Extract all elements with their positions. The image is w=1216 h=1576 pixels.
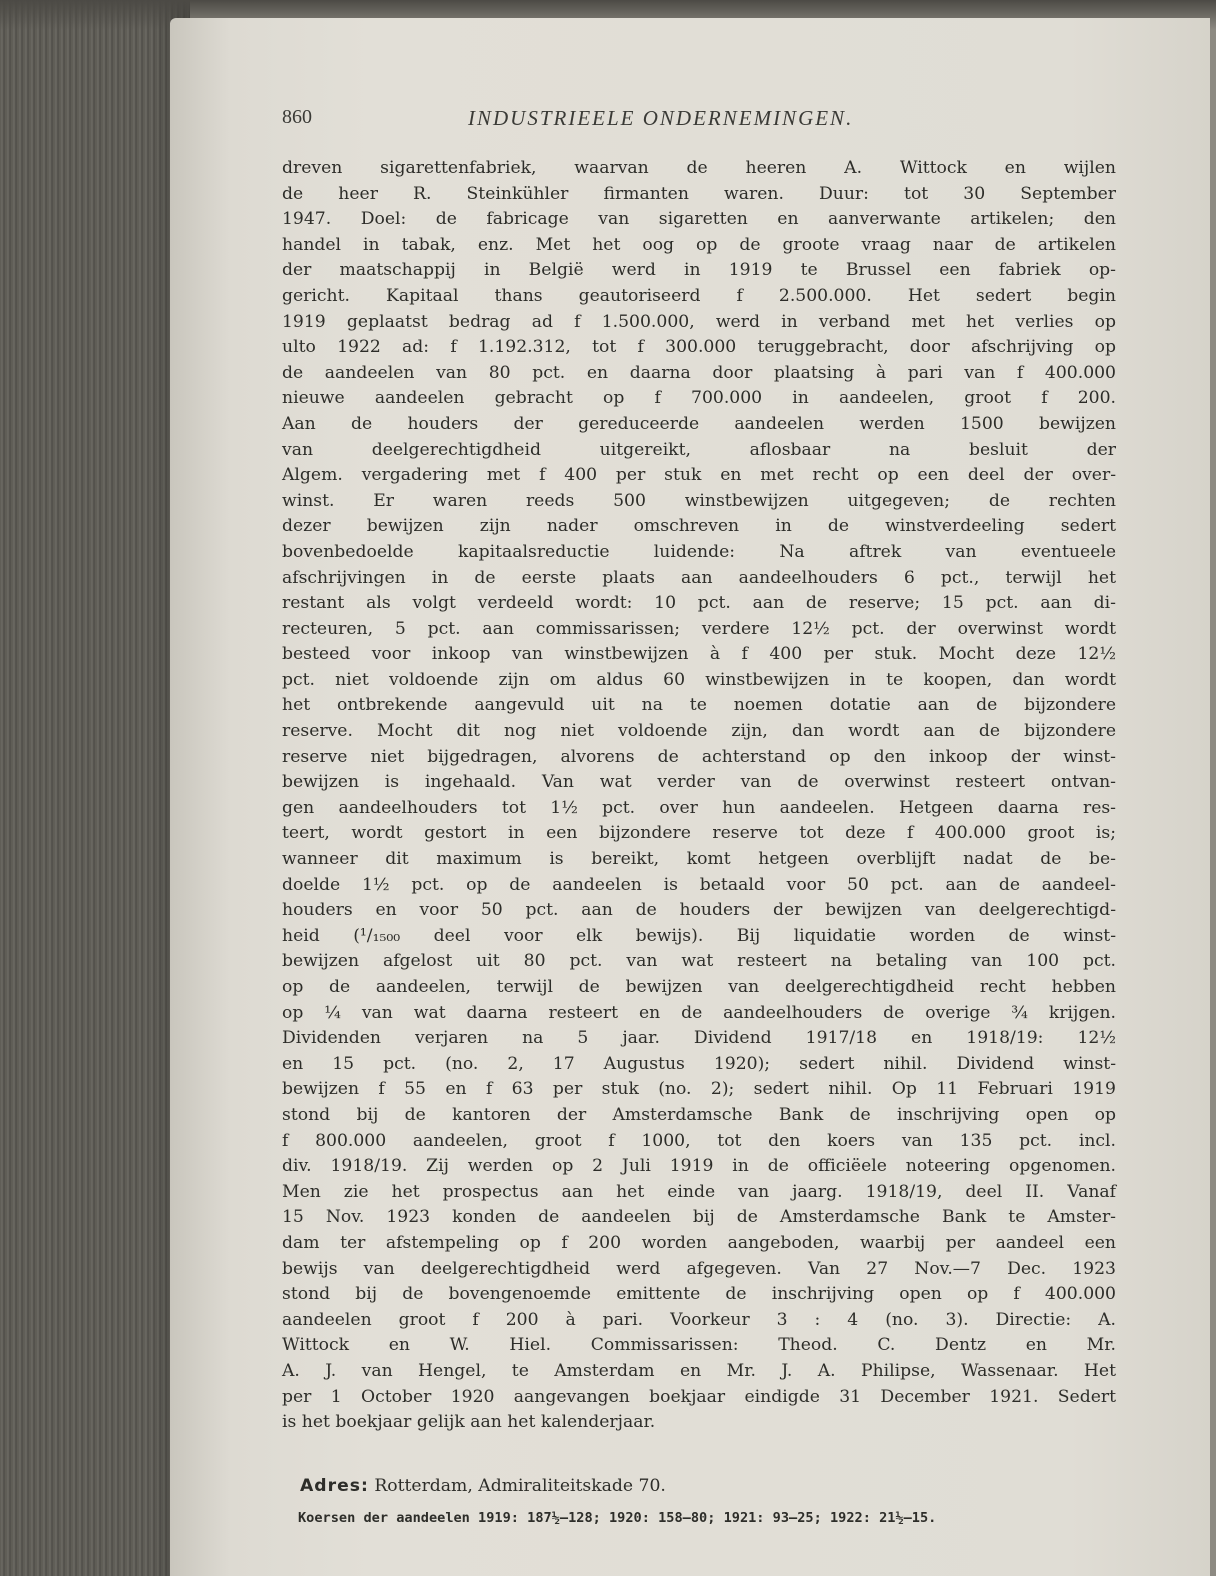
text-line: Wittock en W. Hiel. Commissarissen: Theod. C. Dentz en Mr. <box>282 1335 1116 1356</box>
text-line: houders en voor 50 pct. aan de houders der bewijzen van deelgerechtigd- <box>282 900 1116 921</box>
address-value: Rotterdam, Admiraliteitskade 70. <box>374 1476 666 1496</box>
text-line: op de aandeelen, terwijl de bewijzen van deelgerechtigdheid recht hebben <box>282 977 1116 997</box>
text-line: heid (¹/₁₅₀₀ deel voor elk bewijs). Bij liquidatie worden de winst- <box>282 925 1116 946</box>
text-line: Algem. vergadering met f 400 per stuk en met recht op een deel der over- <box>282 465 1116 486</box>
share-price-line: Koersen der aandeelen 1919: 187½—128; 1920: 158—80; 1921: 93—25; 1922: 21½—15. <box>298 1510 937 1526</box>
text-line: wanneer dit maximum is bereikt, komt hetgeen overblijft nadat de be- <box>282 849 1116 870</box>
text-line: het ontbrekende aangevuld uit na te noemen dotatie aan de bijzondere <box>282 695 1116 716</box>
body-paragraph <box>282 156 1116 1436</box>
text-line: per 1 October 1920 aangevangen boekjaar eindigde 31 December 1921. Sedert <box>282 1386 1116 1407</box>
text-line: doelde 1½ pct. op de aandeelen is betaald voor 50 pct. aan de aandeel- <box>282 874 1116 895</box>
running-head <box>282 106 1112 136</box>
text-line: afschrijvingen in de eerste plaats aan aandeelhouders 6 pct., terwijl het <box>282 567 1116 588</box>
text-line: op ¼ van wat daarna resteert en de aandeelhouders de overige ¾ krijgen. <box>282 1002 1116 1023</box>
text-line: gericht. Kapitaal thans geautoriseerd f 2.500.000. Het sedert begin <box>282 285 1116 306</box>
text-line: de aandeelen van 80 pct. en daarna door plaatsing à pari van f 400.000 <box>282 362 1116 383</box>
text-line: dam ter afstempeling op f 200 worden aangeboden, waarbij per aandeel een <box>282 1232 1116 1253</box>
text-line: A. J. van Hengel, te Amsterdam en Mr. J. A. Philipse, Wassenaar. Het <box>282 1360 1116 1381</box>
text-line: stond bij de kantoren der Amsterdamsche Bank de inschrijving open op <box>282 1104 1116 1125</box>
text-line: 1919 geplaatst bedrag ad f 1.500.000, werd in verband met het verlies op <box>282 311 1116 332</box>
text-line: bewijs van deelgerechtigdheid werd afgegeven. Van 27 Nov.—7 Dec. 1923 <box>282 1258 1116 1279</box>
text-line: bewijzen f 55 en f 63 per stuk (no. 2); sedert nihil. Op 11 Februari 1919 <box>282 1079 1116 1100</box>
text-line: is het boekjaar gelijk aan het kalenderjaar. <box>282 1412 656 1433</box>
text-line: van deelgerechtigdheid uitgereikt, aflosbaar na besluit der <box>282 439 1116 460</box>
text-line: aandeelen groot f 200 à pari. Voorkeur 3 : 4 (no. 3). Directie: A. <box>282 1309 1116 1330</box>
text-line: winst. Er waren reeds 500 winstbewijzen uitgegeven; de rechten <box>282 490 1116 511</box>
text-line: bewijzen is ingehaald. Van wat verder van de overwinst resteert ontvan- <box>282 772 1116 793</box>
text-line: 15 Nov. 1923 konden de aandeelen bij de Amsterdamsche Bank te Amster- <box>282 1207 1116 1228</box>
text-line: der maatschappij in België werd in 1919 te Brussel een fabriek op- <box>282 260 1116 281</box>
text-line: besteed voor inkoop van winstbewijzen à f 400 per stuk. Mocht deze 12½ <box>282 644 1116 665</box>
text-line: de heer R. Steinkühler firmanten waren. Duur: tot 30 September <box>282 183 1116 204</box>
book-page <box>170 18 1210 1576</box>
running-title: INDUSTRIEELE ONDERNEMINGEN. <box>468 106 854 130</box>
text-line: div. 1918/19. Zij werden op 2 Juli 1919 in de officiëele noteering opgenomen. <box>282 1156 1116 1177</box>
text-line: ulto 1922 ad: f 1.192.312, tot f 300.000 teruggebracht, door afschrijving op <box>282 337 1116 358</box>
text-line: reserve. Mocht dit nog niet voldoende zijn, dan wordt aan de bijzondere <box>282 721 1116 742</box>
text-line: bovenbedoelde kapitaalsreductie luidende: Na aftrek van eventueele <box>282 541 1116 562</box>
book-page-edges <box>0 0 190 1576</box>
text-line: bewijzen afgelost uit 80 pct. van wat resteert na betaling van 100 pct. <box>282 951 1116 972</box>
text-line: recteuren, 5 pct. aan commissarissen; verdere 12½ pct. der overwinst wordt <box>282 618 1116 639</box>
text-line: pct. niet voldoende zijn om aldus 60 winstbewijzen in te koopen, dan wordt <box>282 669 1116 690</box>
text-line: dezer bewijzen zijn nader omschreven in de winstverdeeling sedert <box>282 516 1116 537</box>
text-line: Dividenden verjaren na 5 jaar. Dividend 1917/18 en 1918/19: 12½ <box>282 1028 1116 1049</box>
text-line: handel in tabak, enz. Met het oog op de groote vraag naar de artikelen <box>282 234 1116 255</box>
text-line: f 800.000 aandeelen, groot f 1000, tot den koers van 135 pct. incl. <box>282 1130 1116 1151</box>
text-line: reserve niet bijgedragen, alvorens de achterstand op den inkoop der winst- <box>282 746 1116 767</box>
text-line: teert, wordt gestort in een bijzondere reserve tot deze f 400.000 groot is; <box>282 823 1116 844</box>
text-line: Men zie het prospectus aan het einde van jaarg. 1918/19, deel II. Vanaf <box>282 1181 1116 1202</box>
address-label: Adres: <box>300 1476 369 1496</box>
text-line: gen aandeelhouders tot 1½ pct. over hun aandeelen. Hetgeen daarna res- <box>282 797 1116 818</box>
address-line <box>300 1476 666 1496</box>
page-number: 860 <box>282 106 312 128</box>
text-line: dreven sigarettenfabriek, waarvan de heeren A. Wittock en wijlen <box>282 158 1116 178</box>
text-line: 1947. Doel: de fabricage van sigaretten en aanverwante artikelen; den <box>282 209 1116 230</box>
text-line: stond bij de bovengenoemde emittente de inschrijving open op f 400.000 <box>282 1284 1116 1305</box>
text-line: en 15 pct. (no. 2, 17 Augustus 1920); sedert nihil. Dividend winst- <box>282 1053 1116 1074</box>
text-line: nieuwe aandeelen gebracht op f 700.000 in aandeelen, groot f 200. <box>282 388 1116 409</box>
text-line: Aan de houders der gereduceerde aandeelen werden 1500 bewijzen <box>282 413 1116 434</box>
text-line: restant als volgt verdeeld wordt: 10 pct. aan de reserve; 15 pct. aan di- <box>282 593 1116 614</box>
